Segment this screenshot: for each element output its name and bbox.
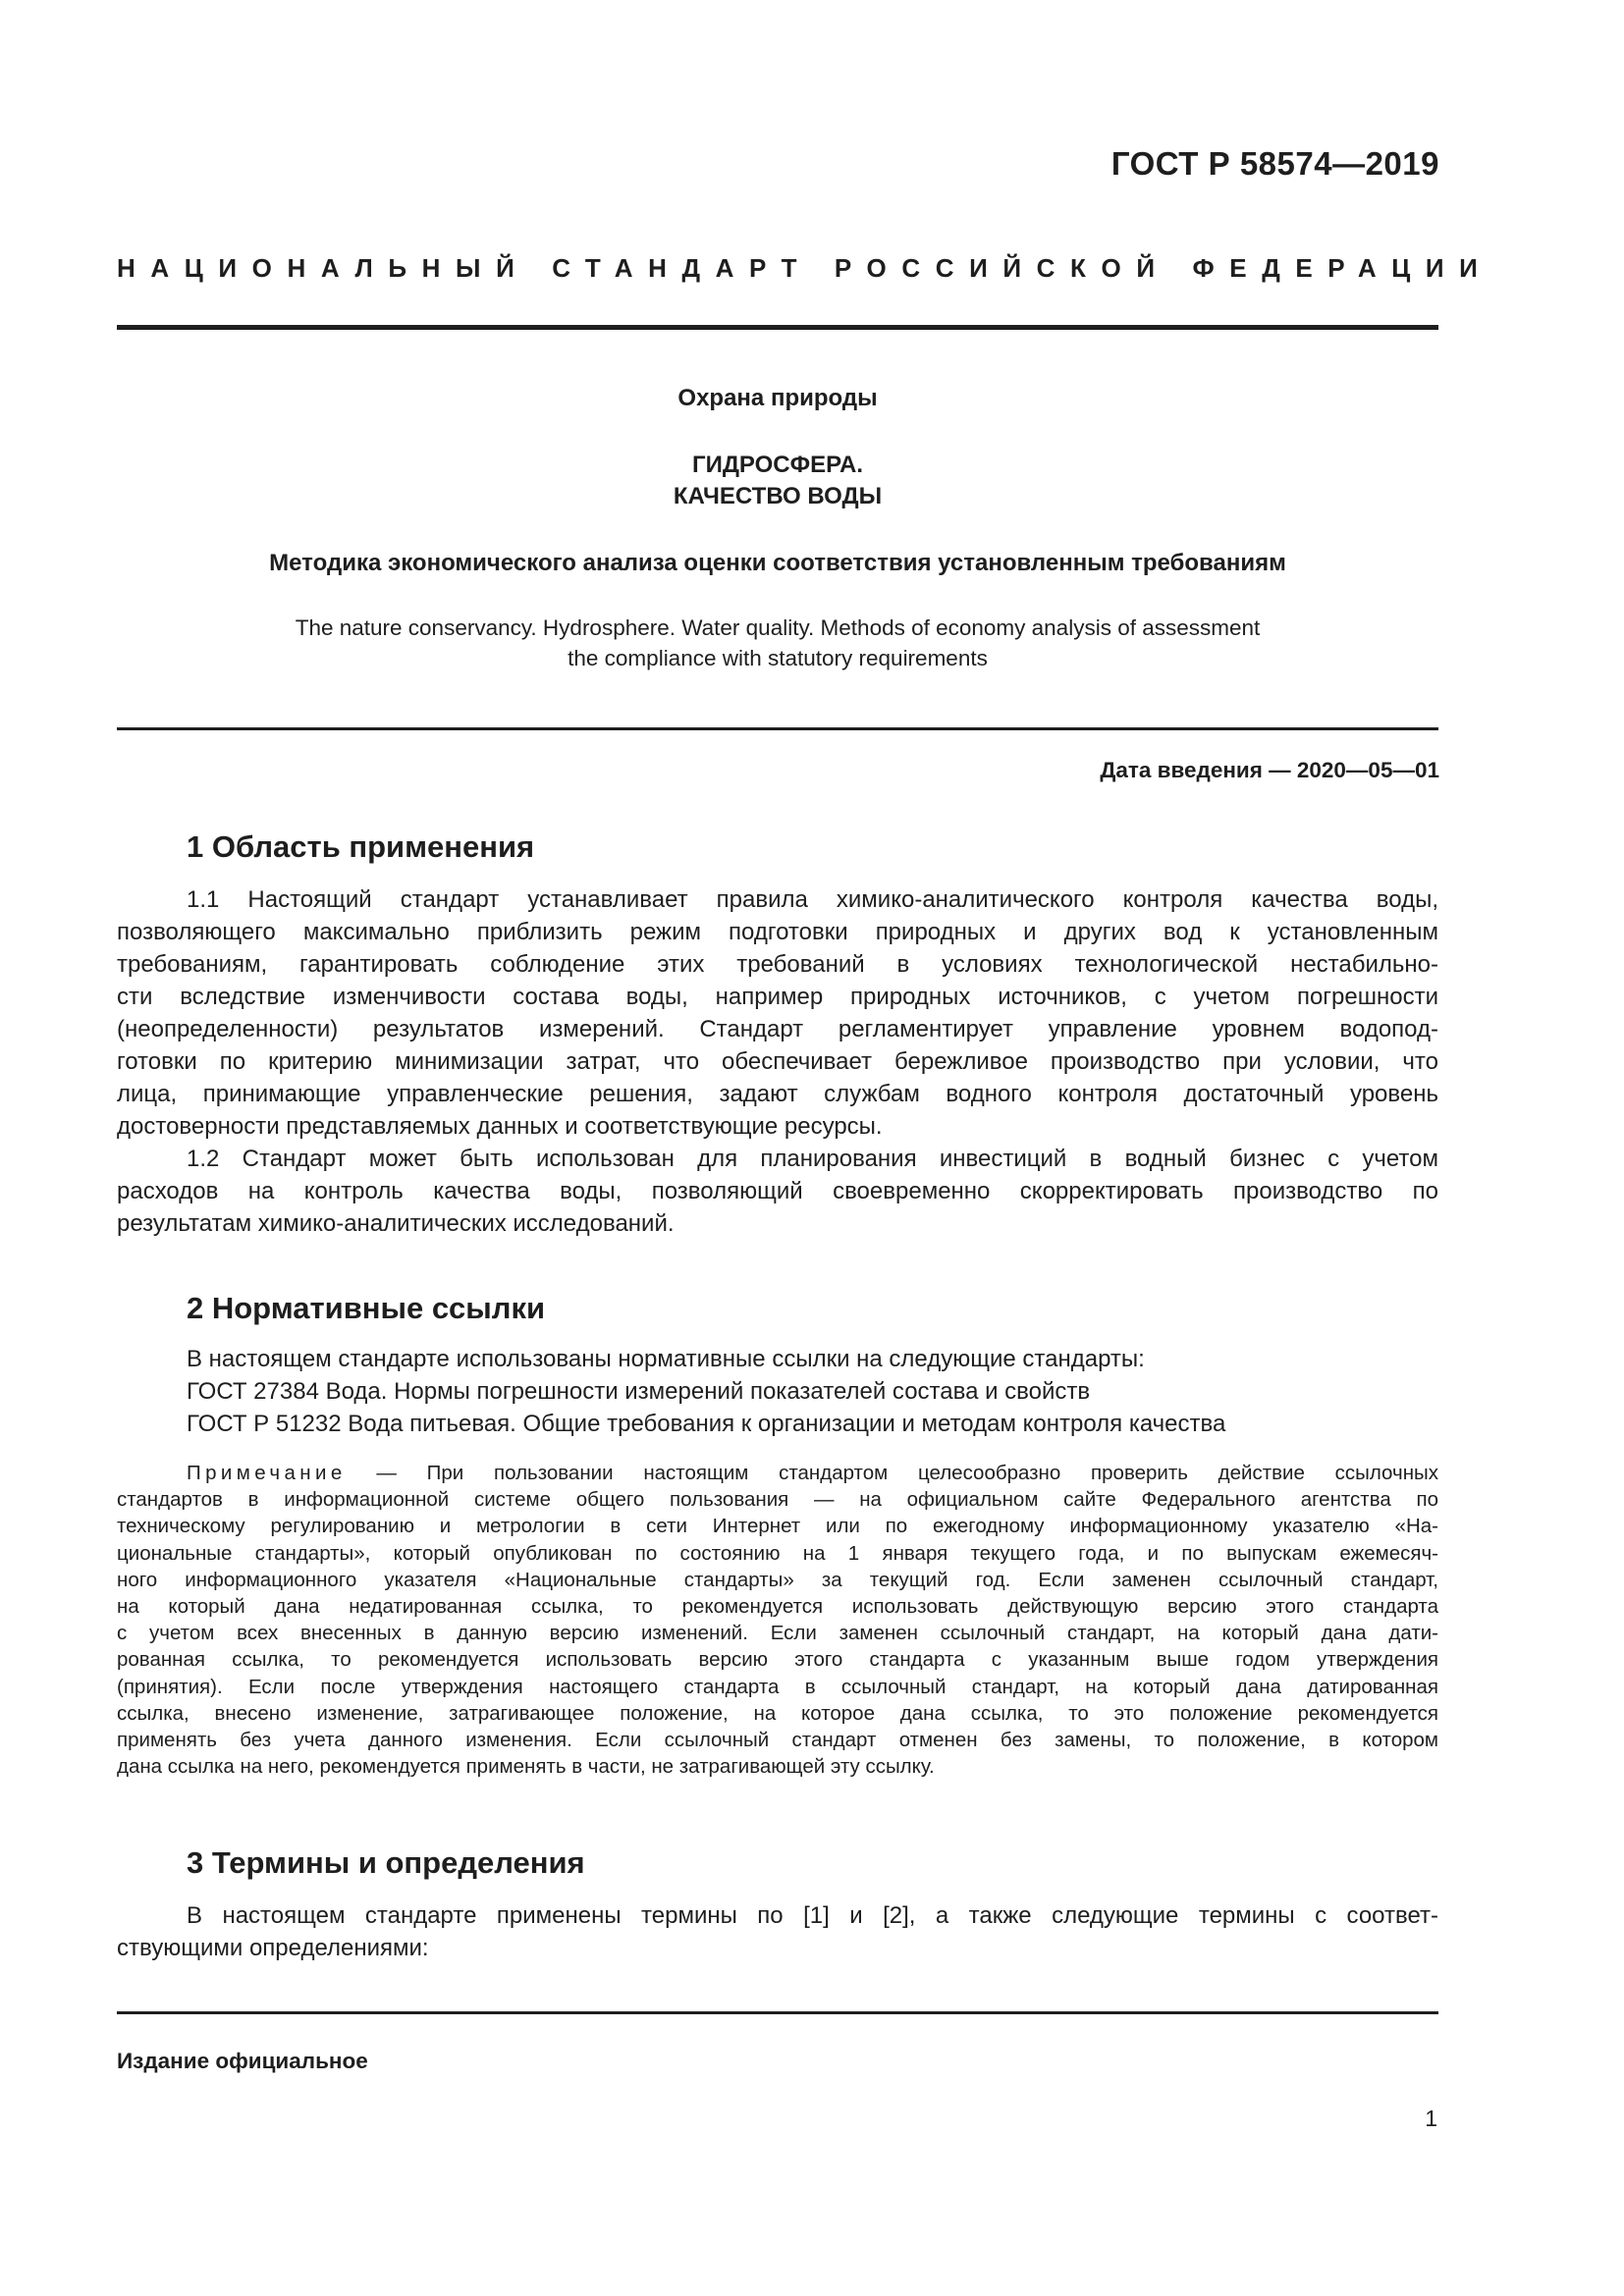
text-line: результатам химико-аналитических исследований. (117, 1210, 675, 1237)
note-line: (принятия). Если после утверждения настоящего стандарта в ссылочный стандарт, на который дана датированная (117, 1675, 1438, 1698)
section-2-body (117, 1343, 1438, 1440)
note-line: ного информационного указателя «Национальные стандарты» за текущий год. Если заменен ссылочный стандарт, (117, 1568, 1438, 1591)
category-heading: Охрана природы (677, 385, 878, 411)
note-first-line: — При пользовании настоящим стандартом целесообразно проверить действие ссылочных (346, 1462, 1438, 1484)
text-line: позволяющего максимально приблизить режим подготовки природных и других вод к установленным (117, 919, 1438, 945)
section-3-body (117, 1899, 1438, 1964)
subtitle: Методика экономического анализа оценки соответствия установленным требованиям (269, 550, 1286, 576)
section-heading: 1 Область применения (187, 829, 535, 864)
note-line: на который дана недатированная ссылка, то рекомендуется использовать действующую версию этого стандарта (117, 1595, 1438, 1619)
note-line: применять без учета данного изменения. Если ссылочный стандарт отменен без замены, то положение, в котором (117, 1729, 1438, 1752)
gost-code: ГОСТ Р 58574—2019 (1110, 145, 1439, 182)
note-line: циональные стандарты», который опубликован по состоянию на 1 января текущего года, и по выпускам ежемесяч- (117, 1541, 1438, 1565)
reference-item: ГОСТ Р 51232 Вода питьевая. Общие требования к организации и методам контроля качества (187, 1411, 1226, 1437)
text-line: 1.2 Стандарт может быть использован для планирования инвестиций в водный бизнес с учетом (187, 1146, 1438, 1172)
main-title (117, 450, 1438, 512)
english-title (117, 613, 1438, 673)
text-line: В настоящем стандарте применены термины по [1] и [2], а также следующие термины с соответ- (187, 1902, 1438, 1929)
note-block (117, 1460, 1438, 1780)
english-title-line: the compliance with statutory requirements (568, 646, 988, 670)
reference-item: ГОСТ 27384 Вода. Нормы погрешности измерений показателей состава и свойств (187, 1378, 1091, 1405)
text-line: ствующими определениями: (117, 1935, 429, 1961)
national-standard-title: НАЦИОНАЛЬНЫЙ СТАНДАРТ РОССИЙСКОЙ ФЕДЕРАЦИИ (117, 253, 1493, 283)
page-number: 1 (1425, 2106, 1437, 2131)
text-line: 1.1 Настоящий стандарт устанавливает правила химико-аналитического контроля качества воды, (187, 886, 1438, 913)
text-line: расходов на контроль качества воды, позволяющий своевременно скорректировать производство по (117, 1178, 1438, 1204)
header-divider (117, 325, 1438, 330)
text-line: (неопределенности) результатов измерений. Стандарт регламентирует управление уровнем водопод- (117, 1016, 1438, 1042)
note-line (117, 1460, 1438, 1486)
title-divider (117, 727, 1438, 730)
section-heading: 2 Нормативные ссылки (187, 1291, 546, 1325)
official-edition-label: Издание официальное (117, 2049, 368, 2073)
note-line: стандартов в информационной системе общего пользования — на официальном сайте Федерального агентства по (117, 1488, 1438, 1512)
text-line: достоверности представляемых данных и соответствующие ресурсы. (117, 1113, 883, 1140)
note-line: с учетом всех внесенных в данную версию изменений. Если заменен ссылочный стандарт, на который дана дати- (117, 1622, 1438, 1645)
text-line: В настоящем стандарте использованы нормативные ссылки на следующие стандарты: (187, 1346, 1145, 1372)
text-line: готовки по критерию минимизации затрат, что обеспечивает бережливое производство при условии, что (117, 1048, 1438, 1075)
text-line: требованиям, гарантировать соблюдение этих требований в условиях технологической нестабильно- (117, 951, 1438, 978)
note-line: дана ссылка на него, рекомендуется применять в части, не затрагивающей эту ссылку. (117, 1755, 935, 1779)
section-heading: 3 Термины и определения (187, 1845, 585, 1880)
main-title-line: КАЧЕСТВО ВОДЫ (673, 483, 883, 509)
note-line: рованная ссылка, то рекомендуется использовать версию этого стандарта с указанным выше годом утверждения (117, 1648, 1438, 1672)
english-title-line: The nature conservancy. Hydrosphere. Water quality. Methods of economy analysis of assessment (295, 615, 1261, 640)
footer-divider (117, 2011, 1438, 2014)
note-line: техническому регулированию и метрологии в сети Интернет или по ежегодному информационному указателю «На- (117, 1515, 1438, 1538)
main-title-line: ГИДРОСФЕРА. (691, 452, 864, 478)
note-line: ссылка, внесено изменение, затрагивающее положение, на которое дана ссылка, то это положение рекомендуется (117, 1701, 1438, 1725)
note-label: Примечание (187, 1462, 347, 1484)
introduction-date: Дата введения — 2020—05—01 (1100, 758, 1439, 782)
text-line: лица, принимающие управленческие решения, задают службам водного контроля достаточный уровень (117, 1081, 1438, 1107)
section-1-body (117, 883, 1438, 1240)
text-line: сти вследствие изменчивости состава воды, например природных источников, с учетом погрешности (117, 984, 1438, 1010)
